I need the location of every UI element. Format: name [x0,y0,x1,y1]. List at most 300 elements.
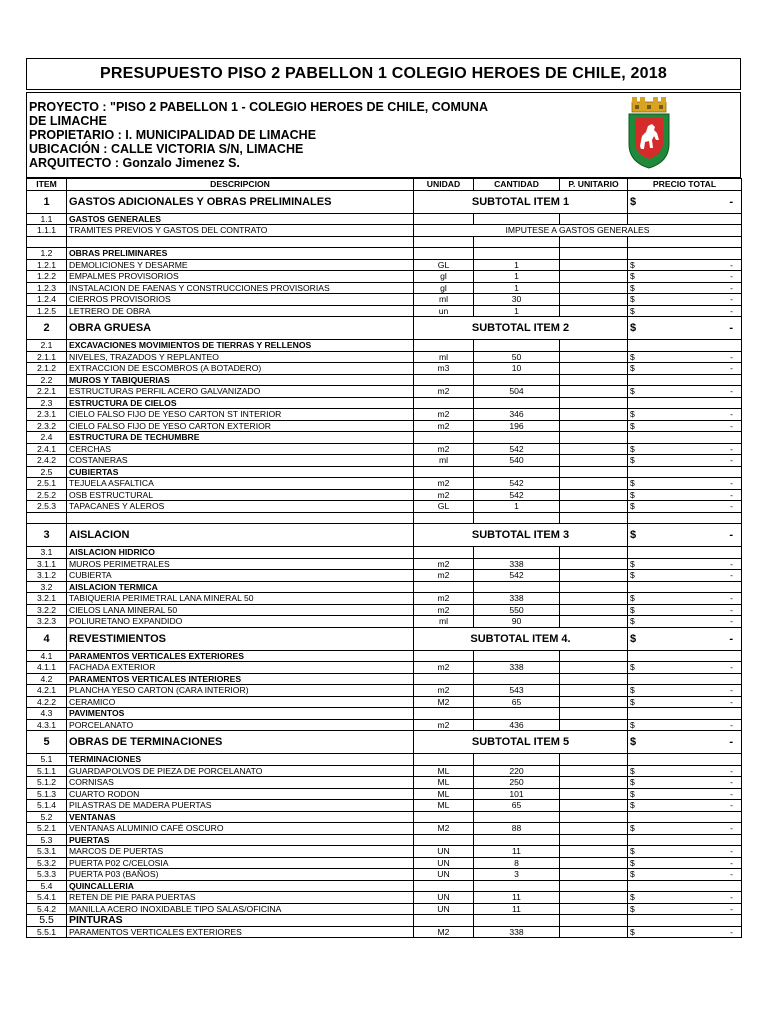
price-value: - [730,616,733,627]
description-cell: COSTANERAS [67,455,414,467]
table-row [27,777,742,789]
precio-total-cell [628,892,742,904]
description-cell: CERAMICO [67,696,414,708]
cantidad-cell: 196 [474,420,560,432]
subsection-row [27,213,742,225]
price-value: - [730,662,733,673]
price-value: - [730,788,733,799]
unidad-cell [414,547,474,559]
price-value: - [730,294,733,305]
section-row [27,190,742,213]
precio-total-cell [628,570,742,582]
header-descripcion: DESCRIPCION [67,179,414,191]
table-row [27,443,742,455]
header-precio-total: PRECIO TOTAL [628,179,742,191]
imputese-note-cell: IMPUTESE A GASTOS GENERALES [414,225,742,237]
precio-total-cell [628,466,742,478]
table-row [27,823,742,835]
section-row [27,524,742,547]
header-unidad: UNIDAD [414,179,474,191]
subsection-title-cell: PUERTAS [67,834,414,846]
description-cell: PILASTRAS DE MADERA PUERTAS [67,800,414,812]
unidad-cell: gl [414,282,474,294]
p-unitario-cell [560,685,628,697]
precio-total-cell [628,616,742,628]
precio-total-cell [628,489,742,501]
item-number-cell: 3.2.3 [27,616,67,628]
price-value: - [730,570,733,581]
currency-symbol: $ [630,351,635,362]
currency-symbol: $ [630,322,637,334]
precio-total-cell [628,501,742,513]
p-unitario-cell [560,570,628,582]
precio-total-cell [628,823,742,835]
cantidad-cell [474,340,560,352]
description-cell: TAPACANES Y ALEROS [67,501,414,513]
subsection-row [27,581,742,593]
unidad-cell: M2 [414,823,474,835]
description-cell: EXTRACCION DE ESCOMBROS (A BOTADERO) [67,363,414,375]
unidad-cell: m2 [414,409,474,421]
unidad-cell [414,213,474,225]
cantidad-cell: 65 [474,696,560,708]
precio-total-cell [628,650,742,662]
item-number-cell: 5.1 [27,754,67,766]
price-value: - [730,823,733,834]
p-unitario-cell [560,455,628,467]
currency-symbol: $ [630,529,637,541]
unidad-cell [414,880,474,892]
subsection-row [27,673,742,685]
note-row [27,225,742,237]
p-unitario-cell [560,340,628,352]
unidad-cell: m2 [414,558,474,570]
p-unitario-cell [560,754,628,766]
p-unitario-cell [560,236,628,248]
precio-total-cell [628,719,742,731]
description-cell: PUERTA P02 C/CELOSIA [67,857,414,869]
price-value: - [730,926,733,937]
cantidad-cell: 50 [474,351,560,363]
item-number-cell: 5.3.2 [27,857,67,869]
price-value: - [729,529,733,541]
cantidad-cell: 88 [474,823,560,835]
precio-total-cell [628,524,742,547]
unidad-cell [414,466,474,478]
item-number-cell: 1.1.1 [27,225,67,237]
currency-symbol: $ [630,489,635,500]
description-cell: LETRERO DE OBRA [67,305,414,317]
currency-symbol: $ [630,604,635,615]
section-row [27,731,742,754]
description-cell: MUROS PERIMETRALES [67,558,414,570]
price-value: - [730,409,733,420]
currency-symbol: $ [630,558,635,569]
item-number-cell: 5.1.3 [27,788,67,800]
subtotal-label-cell: SUBTOTAL ITEM 3 [414,524,628,547]
item-number-cell: 2.1 [27,340,67,352]
description-cell: TABIQUERIA PERIMETRAL LANA MINERAL 50 [67,593,414,605]
cantidad-cell: 11 [474,892,560,904]
unidad-cell [414,236,474,248]
unidad-cell: un [414,305,474,317]
p-unitario-cell [560,397,628,409]
subsection-row [27,432,742,444]
section-title-cell: GASTOS ADICIONALES Y OBRAS PRELIMINALES [67,190,414,213]
item-number-cell: 3.1.2 [27,570,67,582]
description-cell: CUARTO RODON [67,788,414,800]
cantidad-cell [474,811,560,823]
cantidad-cell [474,466,560,478]
price-value: - [730,305,733,316]
currency-symbol: $ [630,305,635,316]
currency-symbol: $ [630,869,635,880]
item-number-cell: 2.4.1 [27,443,67,455]
description-cell: VENTANAS ALUMINIO CAFÉ OSCURO [67,823,414,835]
price-value: - [729,322,733,334]
subsection-title-cell: AISLACION TERMICA [67,581,414,593]
subtotal-label-cell: SUBTOTAL ITEM 4. [414,627,628,650]
price-value: - [730,903,733,914]
item-number-cell: 2.2.1 [27,386,67,398]
p-unitario-cell [560,869,628,881]
p-unitario-cell [560,823,628,835]
price-value: - [730,765,733,776]
item-number-cell: 5.2 [27,811,67,823]
p-unitario-cell [560,259,628,271]
currency-symbol: $ [630,777,635,788]
item-number-cell: 5.4.1 [27,892,67,904]
description-cell: TRAMITES PREVIOS Y GASTOS DEL CONTRATO [67,225,414,237]
unidad-cell [414,650,474,662]
unidad-cell: m2 [414,478,474,490]
subsection-title-cell: PAVIMENTOS [67,708,414,720]
cantidad-cell [474,673,560,685]
price-value: - [730,455,733,466]
cantidad-cell [474,915,560,927]
unidad-cell: m2 [414,386,474,398]
table-row [27,788,742,800]
precio-total-cell [628,271,742,283]
price-value: - [730,857,733,868]
currency-symbol: $ [630,736,637,748]
currency-symbol: $ [630,593,635,604]
section-title-cell: OBRAS DE TERMINACIONES [67,731,414,754]
cantidad-cell: 30 [474,294,560,306]
currency-symbol: $ [630,662,635,673]
price-value: - [729,632,733,645]
document-title: PRESUPUESTO PISO 2 PABELLON 1 COLEGIO HEROES DE CHILE, 2018 [100,65,667,82]
item-number-cell: 3.2.1 [27,593,67,605]
table-row [27,846,742,858]
currency-symbol: $ [630,719,635,730]
precio-total-cell [628,880,742,892]
price-value: - [730,478,733,489]
item-number-cell: 1.2.4 [27,294,67,306]
unidad-cell: ML [414,765,474,777]
precio-total-cell [628,397,742,409]
p-unitario-cell [560,708,628,720]
p-unitario-cell [560,478,628,490]
unidad-cell: M2 [414,696,474,708]
unidad-cell: m2 [414,604,474,616]
precio-total-cell [628,282,742,294]
precio-total-cell [628,834,742,846]
description-cell: CERCHAS [67,443,414,455]
precio-total-cell [628,386,742,398]
p-unitario-cell [560,846,628,858]
item-number-cell: 5.5.1 [27,926,67,938]
p-unitario-cell [560,604,628,616]
item-number-cell: 4.2 [27,673,67,685]
subsection-title-cell: QUINCALLERIA [67,880,414,892]
item-number-cell: 1.2.1 [27,259,67,271]
description-cell: EMPALMES PROVISORIOS [67,271,414,283]
p-unitario-cell [560,593,628,605]
table-row [27,616,742,628]
unidad-cell [414,374,474,386]
cantidad-cell: 540 [474,455,560,467]
p-unitario-cell [560,420,628,432]
subsection-title-cell: MUROS Y TABIQUERIAS [67,374,414,386]
cantidad-cell: 1 [474,259,560,271]
unidad-cell: ML [414,800,474,812]
cantidad-cell: 436 [474,719,560,731]
subsection-row [27,466,742,478]
item-number-cell: 4.2.2 [27,696,67,708]
section-title-cell: OBRA GRUESA [67,317,414,340]
cantidad-cell: 550 [474,604,560,616]
price-value: - [729,195,733,208]
subsection-title-cell: GASTOS GENERALES [67,213,414,225]
precio-total-cell [628,248,742,260]
p-unitario-cell [560,834,628,846]
precio-total-cell [628,903,742,915]
cantidad-cell: 542 [474,570,560,582]
precio-total-cell [628,478,742,490]
item-number-cell: 2.4 [27,432,67,444]
price-value: - [730,685,733,696]
description-cell: NIVELES, TRAZADOS Y REPLANTEO [67,351,414,363]
precio-total-cell [628,409,742,421]
unidad-cell: m3 [414,363,474,375]
description-cell: INSTALACION DE FAENAS Y CONSTRUCCIONES PROVISORIAS [67,282,414,294]
subsection-title-cell: VENTANAS [67,811,414,823]
price-value: - [730,719,733,730]
item-number-cell: 5.5 [27,915,67,927]
description-cell: PARAMENTOS VERTICALES EXTERIORES [67,926,414,938]
unidad-cell [414,512,474,524]
cantidad-cell: 338 [474,558,560,570]
p-unitario-cell [560,915,628,927]
subsection-title-cell: PINTURAS [67,915,414,927]
description-cell: MANILLA ACERO INOXIDABLE TIPO SALAS/OFICINA [67,903,414,915]
table-row [27,765,742,777]
p-unitario-cell [560,811,628,823]
cantidad-cell: 346 [474,409,560,421]
item-number-cell: 2.5.1 [27,478,67,490]
item-number-cell: 4.1.1 [27,662,67,674]
item-number-cell: 3.1 [27,547,67,559]
subsection-title-cell: ESTRUCTURA DE TECHUMBRE [67,432,414,444]
currency-symbol: $ [630,696,635,707]
table-row [27,259,742,271]
item-number-cell: 2.5.3 [27,501,67,513]
unidad-cell: GL [414,501,474,513]
section-row [27,627,742,650]
item-number-cell: 3.2 [27,581,67,593]
price-value: - [730,489,733,500]
p-unitario-cell [560,662,628,674]
unidad-cell: UN [414,857,474,869]
unidad-cell: m2 [414,489,474,501]
unidad-cell: m2 [414,570,474,582]
subsection-row [27,880,742,892]
cantidad-cell: 542 [474,489,560,501]
cantidad-cell [474,432,560,444]
p-unitario-cell [560,432,628,444]
unidad-cell: UN [414,903,474,915]
precio-total-cell [628,190,742,213]
p-unitario-cell [560,800,628,812]
item-number-cell: 2.1.1 [27,351,67,363]
subsection-title-cell: ESTRUCTURA DE CIELOS [67,397,414,409]
precio-total-cell [628,662,742,674]
cantidad-cell: 101 [474,788,560,800]
unidad-cell [414,432,474,444]
subsection-title-cell: EXCAVACIONES MOVIMIENTOS DE TIERRAS Y RELLENOS [67,340,414,352]
p-unitario-cell [560,248,628,260]
item-number-cell: 5.1.4 [27,800,67,812]
description-cell: PUERTA P03 (BAÑOS) [67,869,414,881]
description-cell: CUBIERTA [67,570,414,582]
price-value: - [730,271,733,282]
item-number-cell: 3.2.2 [27,604,67,616]
price-value: - [730,363,733,374]
unidad-cell: gl [414,271,474,283]
precio-total-cell [628,869,742,881]
item-number-cell: 2 [27,317,67,340]
subtotal-label-cell: SUBTOTAL ITEM 2 [414,317,628,340]
item-number-cell: 5.1.2 [27,777,67,789]
currency-symbol: $ [630,926,635,937]
proyecto-line-cont: DE LIMACHE [29,114,107,128]
precio-total-cell [628,305,742,317]
p-unitario-cell [560,777,628,789]
precio-total-cell [628,547,742,559]
item-number-cell: 4.2.1 [27,685,67,697]
p-unitario-cell [560,926,628,938]
table-row [27,294,742,306]
ubicacion-line: UBICACIÓN : CALLE VICTORIA S/N, LIMACHE [29,142,304,156]
precio-total-cell [628,294,742,306]
p-unitario-cell [560,547,628,559]
cantidad-cell [474,236,560,248]
unidad-cell [414,397,474,409]
currency-symbol: $ [630,800,635,811]
table-row [27,489,742,501]
p-unitario-cell [560,466,628,478]
unidad-cell [414,811,474,823]
subsection-title-cell: PARAMENTOS VERTICALES EXTERIORES [67,650,414,662]
unidad-cell [414,915,474,927]
cantidad-cell [474,581,560,593]
header-p-unitario: P. UNITARIO [560,179,628,191]
price-value: - [729,736,733,748]
item-number-cell: 5.4.2 [27,903,67,915]
p-unitario-cell [560,616,628,628]
price-value: - [730,558,733,569]
currency-symbol: $ [630,570,635,581]
table-row [27,719,742,731]
description-cell: TEJUELA ASFALTICA [67,478,414,490]
cantidad-cell: 8 [474,857,560,869]
item-number-cell: 3 [27,524,67,547]
description-cell: CIERROS PROVISORIOS [67,294,414,306]
p-unitario-cell [560,489,628,501]
item-number-cell: 2.5.2 [27,489,67,501]
table-row [27,420,742,432]
precio-total-cell [628,236,742,248]
precio-total-cell [628,351,742,363]
precio-total-cell [628,731,742,754]
table-row [27,892,742,904]
subsection-title-cell: OBRAS PRELIMINARES [67,248,414,260]
p-unitario-cell [560,558,628,570]
table-row [27,558,742,570]
unidad-cell: m2 [414,685,474,697]
budget-table-body [27,179,742,938]
currency-symbol: $ [630,857,635,868]
precio-total-cell [628,340,742,352]
cantidad-cell: 11 [474,846,560,858]
table-row [27,800,742,812]
precio-total-cell [628,708,742,720]
unidad-cell: ml [414,616,474,628]
price-value: - [730,604,733,615]
subsection-row [27,915,742,927]
budget-table [26,178,742,938]
p-unitario-cell [560,363,628,375]
price-value: - [730,386,733,397]
price-value: - [730,259,733,270]
price-value: - [730,351,733,362]
currency-symbol: $ [630,616,635,627]
table-row [27,271,742,283]
subsection-row [27,248,742,260]
item-number-cell: 1.2.5 [27,305,67,317]
precio-total-cell [628,788,742,800]
cantidad-cell [474,248,560,260]
cantidad-cell: 504 [474,386,560,398]
cantidad-cell: 90 [474,616,560,628]
unidad-cell: UN [414,869,474,881]
description-cell: POLIURETANO EXPANDIDO [67,616,414,628]
item-number-cell: 2.2 [27,374,67,386]
description-cell: CIELO FALSO FIJO DE YESO CARTON EXTERIOR [67,420,414,432]
unidad-cell [414,340,474,352]
price-value: - [730,282,733,293]
unidad-cell: GL [414,259,474,271]
cantidad-cell: 543 [474,685,560,697]
precio-total-cell [628,213,742,225]
p-unitario-cell [560,673,628,685]
cantidad-cell [474,213,560,225]
p-unitario-cell [560,892,628,904]
table-row [27,363,742,375]
precio-total-cell [628,593,742,605]
precio-total-cell [628,777,742,789]
